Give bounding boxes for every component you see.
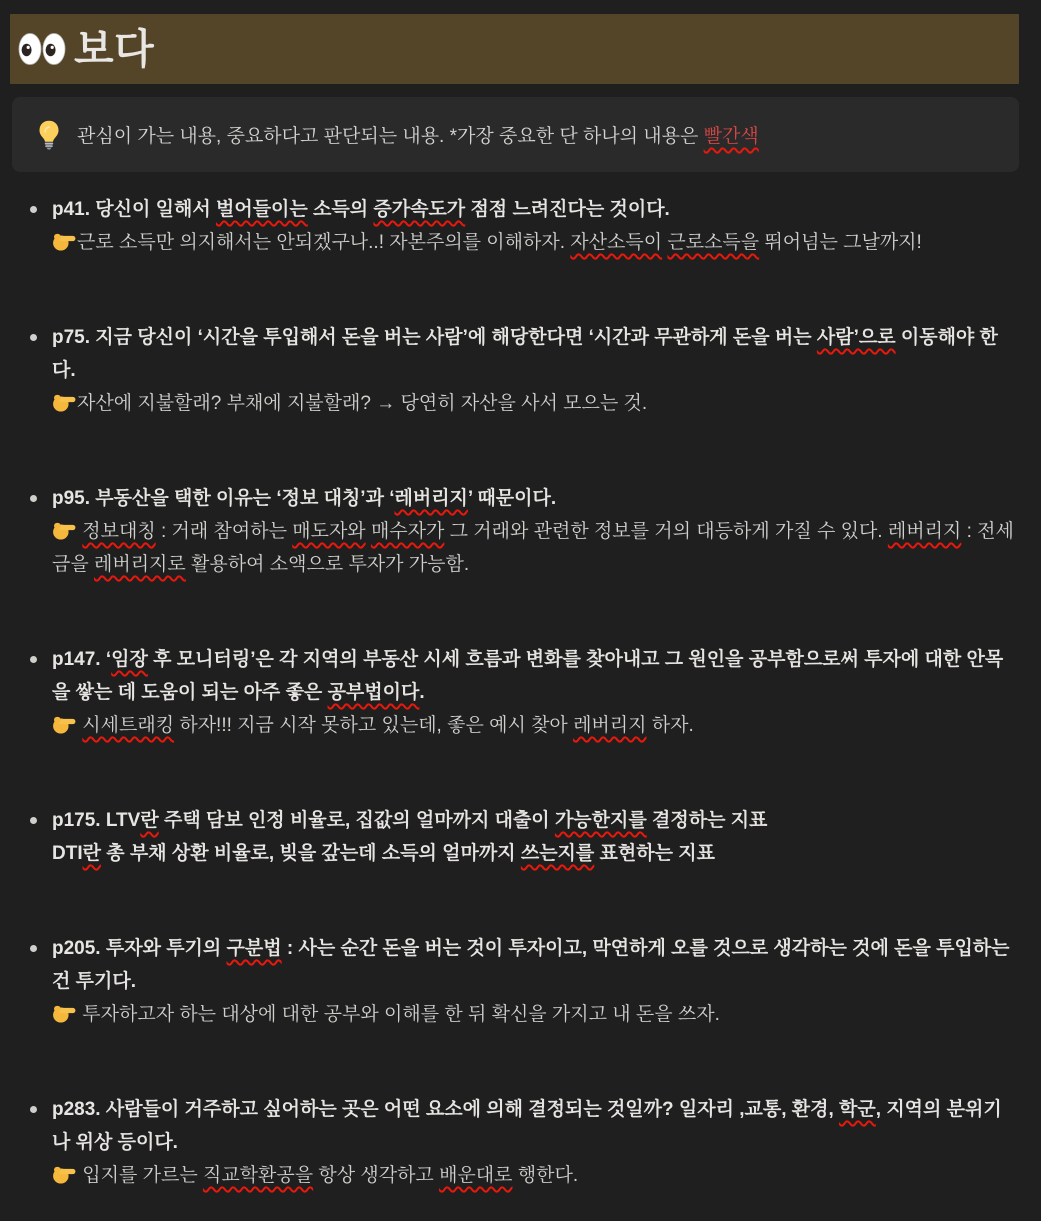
note-title: p147. ‘임장 후 모니터링’은 각 지역의 부동산 시세 흐름과 변화를 찾아내고 그 원인을 공부함으로써 투자에 대한 안목을 쌓는 데 도움이 되는 아주 좋은 공부법이다. [52,649,1004,703]
note-title: p41. 당신이 일해서 벌어들이는 소득의 증가속도가 점점 느려진다는 것이다. [52,199,670,220]
note-title-line2: DTI란 총 부채 상환 비율로, 빚을 갚는데 소득의 얼마까지 쓰는지를 표현하는 지표 [52,843,715,864]
page-header [10,14,1019,84]
page-title[interactable]: 보다 [74,25,155,72]
callout-block[interactable] [12,97,1019,172]
notes-list [0,193,1041,1192]
note-item-p147[interactable] [0,643,1041,742]
note-item-p41[interactable] [0,193,1041,259]
note-title: p75. 지금 당신이 ‘시간을 투입해서 돈을 버는 사람’에 해당한다면 ‘시간과 무관하게 돈을 버는 사람’으로 이동해야 한다. [52,327,998,381]
note-comment [52,515,1015,581]
pointing-right-icon [52,714,76,734]
eyes-icon [18,32,66,66]
note-comment [52,387,1015,420]
note-item-p175[interactable] [0,804,1041,870]
note-comment [52,1159,1015,1192]
note-item-p95[interactable] [0,482,1041,581]
note-comment-text: 시세트래킹 하자!!! 지금 시작 못하고 있는데, 좋은 예시 찾아 레버리지 하자. [82,715,694,736]
pointing-right-icon [52,1164,76,1184]
pointing-right-icon [52,231,76,251]
note-title: p175. LTV란 주택 담보 인정 비율로, 집값의 얼마까지 대출이 가능한지를 결정하는 지표 [52,810,768,831]
note-comment-text: 근로 소득만 의지해서는 안되겠구나..! 자본주의를 이해하자. 자산소득이 근로소득을 뛰어넘는 그날까지! [77,232,922,253]
note-title: p95. 부동산을 택한 이유는 ‘정보 대칭’과 ‘레버리지’ 때문이다. [52,488,557,509]
note-comment-text: 입지를 가르는 직교학환공을 항상 생각하고 배운대로 행한다. [77,1165,579,1186]
note-comment-text: 투자하고자 하는 대상에 대한 공부와 이해를 한 뒤 확신을 가지고 내 돈을 쓰자. [77,1004,720,1025]
note-item-p283[interactable] [0,1093,1041,1192]
note-comment-text: 정보대칭 : 거래 참여하는 매도자와 매수자가 그 거래와 관련한 정보를 거의 대등하게 가질 수 있다. 레버리지 : 전세금을 레버리지로 활용하여 소액으로 투자가 가능함. [52,521,1014,575]
light-bulb-icon [38,120,60,150]
callout-text: 관심이 가는 내용, 중요하다고 판단되는 내용. *가장 중요한 단 하나의 내용은 빨간색 [77,126,759,147]
note-comment [52,709,1015,742]
note-title: p205. 투자와 투기의 구분법 : 사는 순간 돈을 버는 것이 투자이고, 막연하게 오를 것으로 생각하는 것에 돈을 투입하는 건 투기다. [52,938,1010,992]
pointing-right-icon [52,1003,76,1023]
note-comment [52,226,1015,259]
pointing-right-icon [52,392,76,412]
note-comment-text: 자산에 지불할래? 부채에 지불할래? → 당연히 자산을 사서 모으는 것. [77,393,648,414]
note-title: p283. 사람들이 거주하고 싶어하는 곳은 어떤 요소에 의해 결정되는 것일까? 일자리 ,교통, 환경, 학군, 지역의 분위기나 위상 등이다. [52,1099,1002,1153]
note-comment [52,998,1015,1031]
note-item-p75[interactable] [0,321,1041,420]
note-item-p205[interactable] [0,932,1041,1031]
pointing-right-icon [52,520,76,540]
